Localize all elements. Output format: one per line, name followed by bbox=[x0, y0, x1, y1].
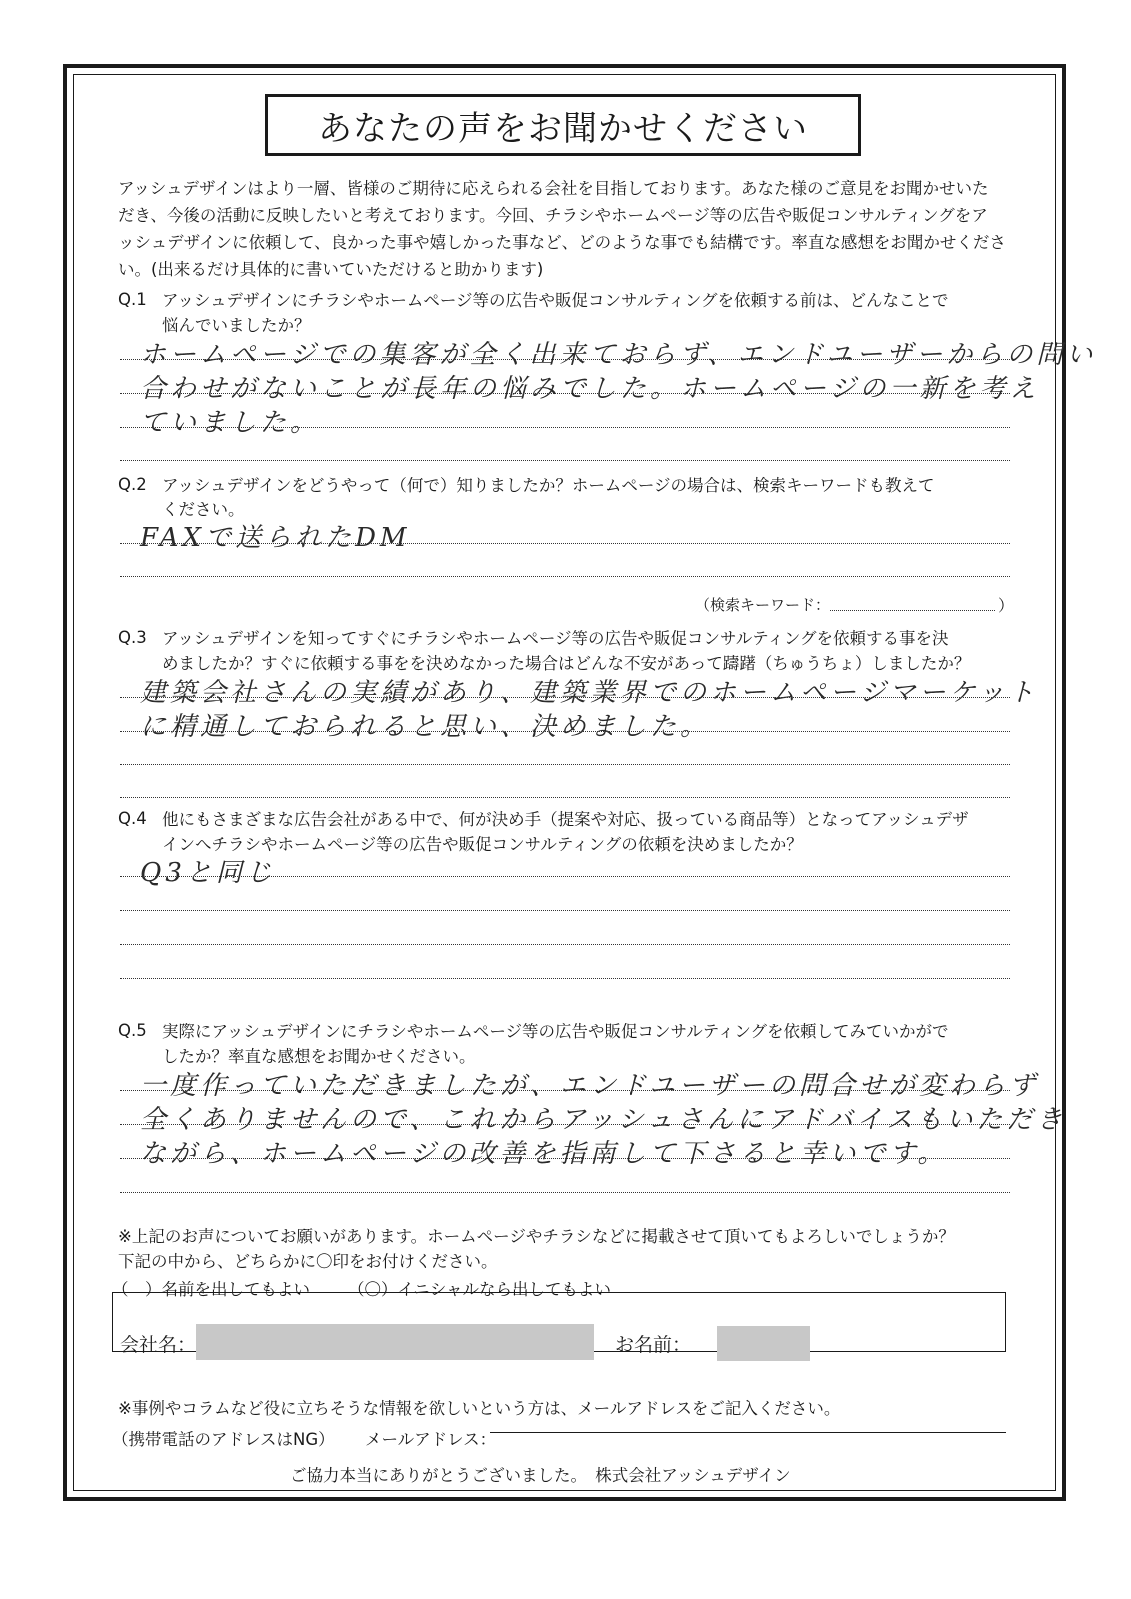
q1-answer-rule-1 bbox=[120, 359, 1010, 360]
q1-answer-rule-2 bbox=[120, 393, 1010, 394]
q3-answer-rule-2 bbox=[120, 731, 1010, 732]
q4-line-1: 他にもさまざまな広告会社がある中で、何が決め手（提案や対応、扱っている商品等）となってアッシュデザ bbox=[162, 810, 969, 829]
q2-keyword-close: ） bbox=[998, 596, 1015, 615]
q5-answer-rule-1 bbox=[120, 1090, 1010, 1091]
q3-answer-rule-4 bbox=[120, 797, 1010, 798]
q1-answer-line-1: ホームページでの集客が全く出来ておらず、エンドユーザーからの問い bbox=[140, 340, 1097, 370]
q2-answer-rule-1 bbox=[120, 543, 1010, 544]
permission-option-name[interactable]: （ ）名前を出してもよい bbox=[112, 1280, 310, 1299]
intro-line-2: だき、今後の活動に反映したいと考えております。今回、チラシやホームページ等の広告や販促コンサルティングをア bbox=[118, 206, 988, 225]
q3-answer-rule-3 bbox=[120, 764, 1010, 765]
name-redacted bbox=[717, 1326, 810, 1361]
q2-answer-line-1: FAXで送られたDM bbox=[140, 523, 411, 553]
email-label: メールアドレス： bbox=[365, 1430, 497, 1449]
q2-line-1: アッシュデザインをどうやって（何で）知りましたか？ホームページの場合は、検索キーワードも教えて bbox=[162, 476, 935, 495]
q1-number: Q.1 bbox=[118, 290, 147, 309]
q5-answer-line-3: ながら、ホームページの改善を指南して下さると幸いです。 bbox=[140, 1139, 948, 1169]
q2-line-2: ください。 bbox=[162, 500, 245, 519]
permission-line-1: ※上記のお声についてお願いがあります。ホームページやチラシなどに掲載させて頂いてもよろしいでしょうか？ bbox=[118, 1227, 955, 1246]
q5-answer-line-2: 全くありませんので、これからアッシュさんにアドバイスもいただき bbox=[140, 1105, 1067, 1135]
intro-line-4: い。(出来るだけ具体的に書いていただけると助かります) bbox=[118, 260, 544, 279]
q5-line-2: したか？率直な感想をお聞かせください。 bbox=[162, 1047, 476, 1066]
q1-answer-rule-4 bbox=[120, 460, 1010, 461]
footer-text: ご協力本当にありがとうございました。 株式会社アッシュデザイン bbox=[290, 1466, 791, 1485]
q2-keyword-label: （検索キーワード： bbox=[695, 596, 831, 614]
q4-answer-rule-4 bbox=[120, 978, 1010, 979]
company-label: 会社名： bbox=[120, 1334, 197, 1356]
q4-answer-rule-1 bbox=[120, 876, 1010, 877]
q5-answer-rule-2 bbox=[120, 1124, 1010, 1125]
q3-number: Q.3 bbox=[118, 628, 147, 647]
q2-number: Q.2 bbox=[118, 475, 147, 494]
q1-line-1: アッシュデザインにチラシやホームページ等の広告や販促コンサルティングを依頼する前は、どんなことで bbox=[162, 291, 949, 310]
q5-number: Q.5 bbox=[118, 1021, 147, 1040]
page-title: あなたの声をお聞かせください bbox=[318, 108, 808, 149]
q2-keyword-line bbox=[830, 610, 995, 611]
q3-answer-line-2: に精通しておられると思い、決めました。 bbox=[140, 712, 711, 742]
q1-line-2: 悩んでいましたか？ bbox=[162, 316, 311, 335]
email-field[interactable] bbox=[490, 1432, 1006, 1433]
q1-answer-line-2: 合わせがないことが長年の悩みでした。ホームページの一新を考え bbox=[140, 374, 1040, 404]
q1-answer-rule-3 bbox=[120, 427, 1010, 428]
email-label-phone: （携帯電話のアドレスはNG） bbox=[112, 1430, 335, 1449]
q5-line-1: 実際にアッシュデザインにチラシやホームページ等の広告や販促コンサルティングを依頼してみていかがで bbox=[162, 1022, 949, 1041]
q1-answer-line-3: ていました。 bbox=[140, 408, 321, 438]
q3-answer-rule-1 bbox=[120, 697, 1010, 698]
q2-answer-rule-2 bbox=[120, 576, 1010, 577]
q4-answer-rule-3 bbox=[120, 944, 1010, 945]
q3-answer-line-1: 建築会社さんの実績があり、建築業界でのホームページマーケット bbox=[140, 678, 1039, 708]
name-label: お名前： bbox=[615, 1334, 692, 1356]
q4-answer-rule-2 bbox=[120, 910, 1010, 911]
company-redacted bbox=[196, 1324, 594, 1360]
intro-line-1: アッシュデザインはより一層、皆様のご期待に応えられる会社を目指しております。あなた様のご意見をお聞かせいた bbox=[118, 179, 989, 198]
intro-line-3: ッシュデザインに依頼して、良かった事や嬉しかった事など、どのような事でも結構です。率直な感想をお聞かせくださ bbox=[118, 233, 1006, 252]
permission-option-initial[interactable]: （〇）イニシャルなら出してもよい bbox=[348, 1280, 612, 1299]
email-note: ※事例やコラムなど役に立ちそうな情報を欲しいという方は、メールアドレスをご記入ください。 bbox=[118, 1399, 841, 1418]
q3-line-1: アッシュデザインを知ってすぐにチラシやホームページ等の広告や販促コンサルティングを依頼する事を決 bbox=[162, 629, 949, 648]
q4-answer-line-1: Q3と同じ bbox=[140, 858, 276, 888]
q3-line-2: めましたか？すぐに依頼する事をを決めなかった場合はどんな不安があって躊躇（ちゅうちょ）しましたか？ bbox=[162, 654, 971, 673]
q5-answer-rule-3 bbox=[120, 1158, 1010, 1159]
title-box bbox=[265, 94, 861, 156]
q5-answer-rule-4 bbox=[120, 1192, 1010, 1193]
permission-line-2: 下記の中から、どちらかに〇印をお付けください。 bbox=[118, 1252, 498, 1271]
q5-answer-line-1: 一度作っていただきましたが、エンドユーザーの問合せが変わらず bbox=[140, 1071, 1039, 1101]
q4-line-2: インへチラシやホームページ等の広告や販促コンサルティングの依頼を決めましたか？ bbox=[162, 835, 803, 854]
q4-number: Q.4 bbox=[118, 809, 147, 828]
